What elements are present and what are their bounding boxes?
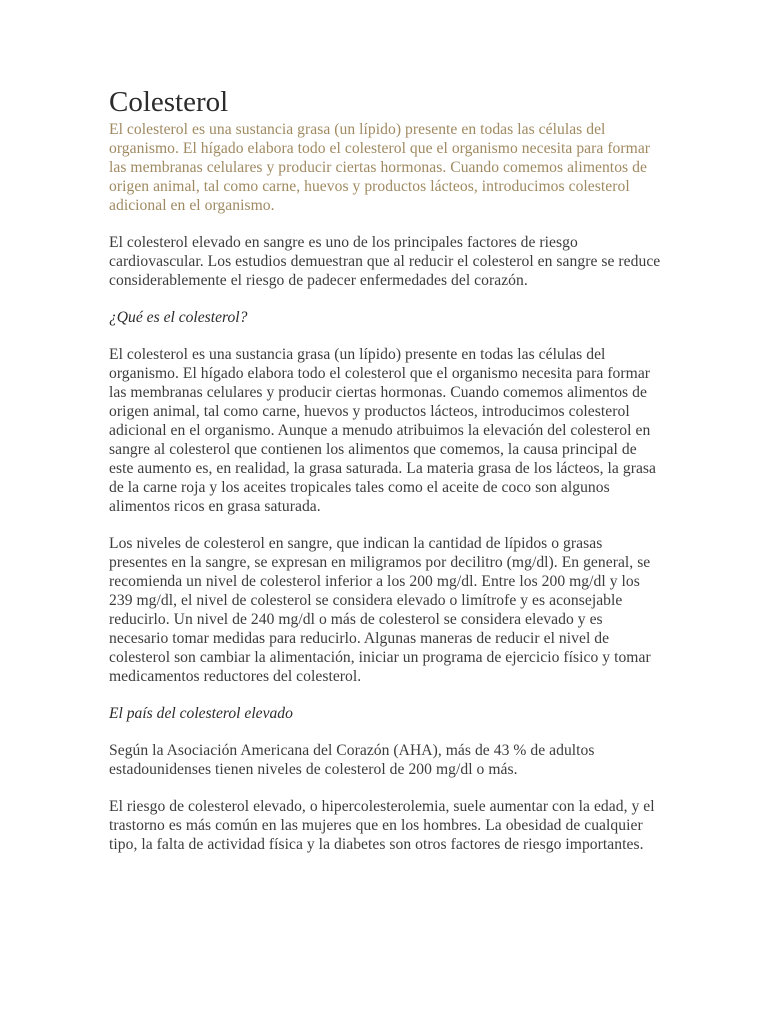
document-page <box>109 84 661 872</box>
section2-paragraph: Según la Asociación Americana del Corazón (AHA), más de 43 % de adultos estadounidenses tienen niveles de colesterol de 200 mg/dl o más. <box>109 742 595 778</box>
section-heading-pais: El país del colesterol elevado <box>109 705 293 722</box>
intro-paragraph: El colesterol elevado en sangre es uno de los principales factores de riesgo cardiovascular. Los estudios demuestran que al reducir el colesterol en sangre se reduce considerablemente el riesgo de padecer enfermedades del corazón. <box>109 234 661 289</box>
lead-paragraph: El colesterol es una sustancia grasa (un lípido) presente en todas las células del organismo. El hígado elabora todo el colesterol que el organismo necesita para formar las membranas celulares y producir ciertas hormonas. Cuando comemos alimentos de origen animal, tal como carne, huevos y productos lácteos, introducimos colesterol adicional en el organismo. <box>109 121 651 214</box>
section-heading-que-es: ¿Qué es el colesterol? <box>109 309 248 326</box>
section1-paragraph: El colesterol es una sustancia grasa (un lípido) presente en todas las células del organismo. El hígado elabora todo el colesterol que el organismo necesita para formar las membranas celulares y producir ciertas hormonas. Cuando comemos alimentos de origen animal, tal como carne, huevos y productos lácteos, introducimos colesterol adicional en el organismo. Aunque a menudo atribuimos la elevación del colesterol en sangre al colesterol que contienen los alimentos que comemos, la causa principal de este aumento es, en realidad, la grasa saturada. La materia grasa de los lácteos, la grasa de la carne roja y los aceites tropicales tales como el aceite de coco son algunos alimentos ricos en grasa saturada. <box>109 346 656 515</box>
page-title: Colesterol <box>109 86 229 118</box>
section1-paragraph: Los niveles de colesterol en sangre, que indican la cantidad de lípidos o grasas presentes en la sangre, se expresan en miligramos por decilitro (mg/dl). En general, se recomienda un nivel de colesterol inferior a los 200 mg/dl. Entre los 200 mg/dl y los 239 mg/dl, el nivel de colesterol se considera elevado o limítrofe y es aconsejable reducirlo. Un nivel de 240 mg/dl o más de colesterol se considera elevado y es necesario tomar medidas para reducirlo. Algunas maneras de reducir el nivel de colesterol son cambiar la alimentación, iniciar un programa de ejercicio físico y tomar medicamentos reductores del colesterol. <box>109 535 651 685</box>
section2-paragraph: El riesgo de colesterol elevado, o hipercolesterolemia, suele aumentar con la edad, y el trastorno es más común en las mujeres que en los hombres. La obesidad de cualquier tipo, la falta de actividad física y la diabetes son otros factores de riesgo importantes. <box>109 798 655 853</box>
